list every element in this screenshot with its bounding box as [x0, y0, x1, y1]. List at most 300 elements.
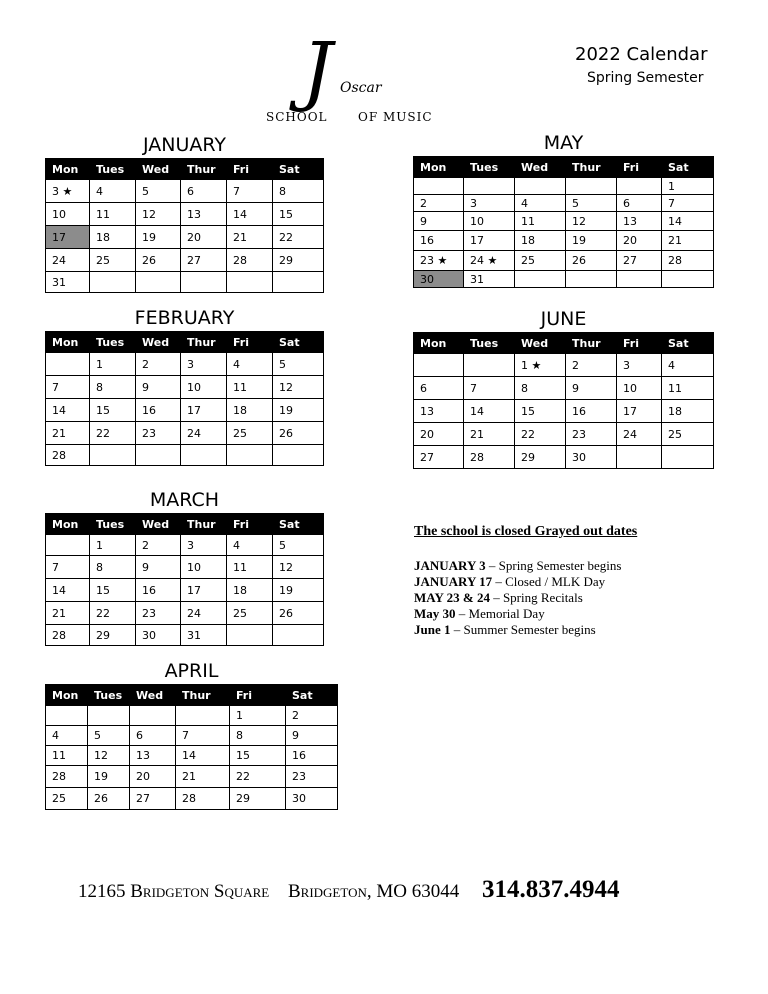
day-cell: 6	[181, 180, 227, 203]
day-cell: 5	[273, 353, 324, 376]
day-cell	[414, 354, 464, 377]
day-cell: 4	[227, 535, 273, 556]
day-cell: 15	[90, 399, 136, 422]
weekday-label: Tues	[90, 514, 136, 535]
day-cell: 3	[181, 353, 227, 376]
week-row	[46, 726, 338, 746]
day-cell: 22	[273, 226, 324, 249]
day-cell: 18	[227, 579, 273, 602]
week-row	[46, 556, 324, 579]
weekday-label: Thur	[176, 685, 230, 706]
month-name: MARCH	[149, 489, 220, 511]
note-date: May 30	[414, 606, 456, 621]
day-cell: 15	[273, 203, 324, 226]
day-cell: 21	[46, 422, 90, 445]
month-name: MAY	[543, 132, 584, 154]
day-cell	[88, 706, 130, 726]
day-cell: 7	[227, 180, 273, 203]
day-cell: 27	[130, 788, 176, 810]
day-cell: 18	[662, 400, 714, 423]
calendar-grid	[413, 332, 714, 469]
day-cell	[46, 706, 88, 726]
day-cell: 15	[515, 400, 566, 423]
day-cell: 5	[88, 726, 130, 746]
note-text: – Memorial Day	[455, 606, 545, 621]
day-cell: 2	[136, 353, 181, 376]
day-cell: 16	[566, 400, 617, 423]
day-cell: 12	[273, 376, 324, 399]
week-row	[46, 766, 338, 788]
day-cell: 23	[566, 423, 617, 446]
day-cell: 3	[181, 535, 227, 556]
day-cell: 14	[46, 579, 90, 602]
day-cell: 23 ★	[414, 251, 464, 271]
day-cell	[90, 445, 136, 466]
day-cell: 2	[566, 354, 617, 377]
weekday-label: Sat	[662, 157, 714, 178]
week-row	[46, 746, 338, 766]
weekday-label: Tues	[90, 332, 136, 353]
day-cell: 3	[464, 195, 515, 212]
footer-address: 12165 Bridgeton Square	[78, 881, 270, 902]
day-cell: 24 ★	[464, 251, 515, 271]
day-cell: 21	[464, 423, 515, 446]
day-cell: 21	[662, 231, 714, 251]
day-cell: 8	[515, 377, 566, 400]
day-cell: 3 ★	[46, 180, 90, 203]
day-cell: 11	[90, 203, 136, 226]
day-cell: 10	[617, 377, 662, 400]
day-cell: 25	[90, 249, 136, 272]
day-cell	[566, 271, 617, 288]
weekday-label: Wed	[130, 685, 176, 706]
day-cell: 25	[662, 423, 714, 446]
day-cell: 22	[515, 423, 566, 446]
footer-city: Bridgeton, MO 63044	[287, 881, 460, 902]
week-row	[46, 788, 338, 810]
weekday-label: Wed	[136, 159, 181, 180]
note-item	[414, 558, 637, 574]
calendar-grid	[413, 156, 714, 288]
day-cell: 28	[46, 625, 90, 646]
day-cell: 7	[46, 376, 90, 399]
weekday-label: Tues	[464, 333, 515, 354]
day-cell: 1	[230, 706, 286, 726]
weekday-label: Mon	[46, 514, 90, 535]
day-cell: 1	[90, 353, 136, 376]
weekday-label: Thur	[181, 159, 227, 180]
logo-music: OF MUSIC	[358, 110, 433, 124]
day-cell: 26	[136, 249, 181, 272]
weekday-header	[414, 157, 714, 178]
day-cell: 16	[286, 746, 338, 766]
day-cell: 6	[617, 195, 662, 212]
day-cell: 6	[130, 726, 176, 746]
day-cell: 15	[230, 746, 286, 766]
day-cell: 7	[46, 556, 90, 579]
month-june	[413, 308, 714, 469]
day-cell: 10	[46, 203, 90, 226]
day-cell	[617, 271, 662, 288]
day-cell: 9	[286, 726, 338, 746]
day-cell	[273, 445, 324, 466]
weekday-label: Tues	[90, 159, 136, 180]
note-date: June 1	[414, 622, 451, 637]
day-cell: 19	[88, 766, 130, 788]
day-cell: 27	[181, 249, 227, 272]
week-row	[414, 354, 714, 377]
day-cell	[414, 178, 464, 195]
day-cell: 18	[515, 231, 566, 251]
note-date: JANUARY 3	[414, 558, 486, 573]
day-cell	[515, 178, 566, 195]
day-cell: 10	[181, 556, 227, 579]
day-cell: 14	[46, 399, 90, 422]
day-cell: 1	[662, 178, 714, 195]
day-cell: 11	[662, 377, 714, 400]
day-cell: 26	[566, 251, 617, 271]
week-row	[414, 400, 714, 423]
day-cell: 18	[227, 399, 273, 422]
day-cell: 7	[464, 377, 515, 400]
day-cell: 14	[662, 212, 714, 231]
day-cell: 17	[617, 400, 662, 423]
day-cell: 8	[273, 180, 324, 203]
day-cell: 12	[273, 556, 324, 579]
day-cell: 17	[464, 231, 515, 251]
week-row	[46, 180, 324, 203]
week-row	[414, 271, 714, 288]
weekday-label: Sat	[273, 332, 324, 353]
day-cell: 9	[136, 376, 181, 399]
note-text: – Spring Semester begins	[485, 558, 622, 573]
note-text: – Spring Recitals	[489, 590, 583, 605]
month-name: JUNE	[540, 308, 587, 330]
day-cell	[176, 706, 230, 726]
closure-notes	[414, 524, 637, 638]
day-cell	[227, 445, 273, 466]
note-text: – Closed / MLK Day	[492, 574, 606, 589]
day-cell: 19	[566, 231, 617, 251]
month-may	[413, 132, 714, 288]
day-cell	[136, 445, 181, 466]
day-cell: 27	[414, 446, 464, 469]
note-item	[414, 590, 637, 606]
day-cell: 10	[181, 376, 227, 399]
note-item	[414, 574, 637, 590]
week-row	[414, 231, 714, 251]
week-row	[46, 422, 324, 445]
logo-oscar: Oscar	[340, 80, 382, 96]
day-cell	[90, 272, 136, 293]
day-cell: 20	[181, 226, 227, 249]
month-name: FEBRUARY	[134, 307, 235, 329]
day-cell: 1	[90, 535, 136, 556]
day-cell: 11	[227, 556, 273, 579]
month-february	[45, 307, 324, 466]
day-cell: 12	[136, 203, 181, 226]
week-row	[414, 377, 714, 400]
day-cell: 20	[130, 766, 176, 788]
day-cell: 5	[136, 180, 181, 203]
month-january	[45, 134, 324, 293]
day-cell: 15	[90, 579, 136, 602]
day-cell: 4	[46, 726, 88, 746]
week-row	[46, 376, 324, 399]
notes-list	[414, 558, 637, 638]
weekday-label: Mon	[46, 332, 90, 353]
note-date: JANUARY 17	[414, 574, 493, 589]
calendar-grid	[45, 158, 324, 293]
day-cell: 29	[273, 249, 324, 272]
logo-initial: J	[302, 25, 333, 114]
weekday-label: Fri	[227, 332, 273, 353]
weekday-label: Thur	[566, 157, 617, 178]
day-cell: 25	[515, 251, 566, 271]
day-cell: 28	[46, 445, 90, 466]
day-cell: 13	[181, 203, 227, 226]
footer	[78, 876, 619, 904]
day-cell: 10	[464, 212, 515, 231]
day-cell: 22	[90, 422, 136, 445]
month-name: JANUARY	[143, 134, 226, 156]
day-cell: 17	[181, 579, 227, 602]
weekday-header	[46, 159, 324, 180]
weekday-label: Sat	[273, 514, 324, 535]
calendar-grid	[45, 331, 324, 466]
month-march	[45, 489, 324, 646]
day-cell: 4	[90, 180, 136, 203]
day-cell: 21	[227, 226, 273, 249]
weekday-label: Mon	[414, 157, 464, 178]
day-cell	[181, 445, 227, 466]
day-cell	[46, 535, 90, 556]
day-cell: 28	[662, 251, 714, 271]
day-cell	[130, 706, 176, 726]
day-cell: 31	[181, 625, 227, 646]
day-cell: 19	[136, 226, 181, 249]
day-cell: 11	[515, 212, 566, 231]
day-cell: 23	[136, 422, 181, 445]
day-cell: 29	[90, 625, 136, 646]
day-cell: 30	[136, 625, 181, 646]
day-cell: 30	[286, 788, 338, 810]
weekday-label: Wed	[515, 157, 566, 178]
week-row	[46, 353, 324, 376]
weekday-label: Wed	[515, 333, 566, 354]
footer-phone: 314.837.4944	[481, 876, 620, 903]
day-cell	[136, 272, 181, 293]
day-cell	[515, 271, 566, 288]
day-cell	[227, 272, 273, 293]
day-cell: 24	[617, 423, 662, 446]
day-cell: 9	[136, 556, 181, 579]
day-cell: 7	[176, 726, 230, 746]
day-cell: 3	[617, 354, 662, 377]
day-cell: 31	[464, 271, 515, 288]
weekday-label: Mon	[46, 159, 90, 180]
day-cell: 26	[273, 602, 324, 625]
day-cell: 16	[414, 231, 464, 251]
month-name: APRIL	[164, 660, 219, 682]
day-cell: 26	[273, 422, 324, 445]
day-cell: 2	[136, 535, 181, 556]
note-item	[414, 606, 637, 622]
weekday-header	[46, 332, 324, 353]
day-cell: 28	[176, 788, 230, 810]
day-cell: 21	[176, 766, 230, 788]
day-cell: 26	[88, 788, 130, 810]
day-cell: 30	[414, 271, 464, 288]
day-cell	[227, 625, 273, 646]
weekday-label: Fri	[227, 159, 273, 180]
weekday-label: Fri	[230, 685, 286, 706]
day-cell: 28	[46, 766, 88, 788]
week-row	[414, 212, 714, 231]
day-cell: 20	[617, 231, 662, 251]
day-cell: 13	[617, 212, 662, 231]
day-cell	[46, 353, 90, 376]
day-cell: 4	[227, 353, 273, 376]
day-cell: 5	[273, 535, 324, 556]
weekday-label: Mon	[414, 333, 464, 354]
weekday-header	[46, 514, 324, 535]
day-cell: 7	[662, 195, 714, 212]
day-cell: 9	[414, 212, 464, 231]
calendar-grid	[45, 513, 324, 646]
calendar-subtitle: Spring Semester	[587, 70, 704, 86]
weekday-label: Fri	[617, 157, 662, 178]
day-cell: 28	[464, 446, 515, 469]
weekday-label: Thur	[566, 333, 617, 354]
day-cell: 5	[566, 195, 617, 212]
day-cell: 12	[566, 212, 617, 231]
day-cell	[464, 178, 515, 195]
week-row	[46, 706, 338, 726]
week-row	[414, 446, 714, 469]
day-cell: 6	[414, 377, 464, 400]
note-item	[414, 622, 637, 638]
note-text: – Summer Semester begins	[450, 622, 596, 637]
day-cell	[273, 625, 324, 646]
logo-school: SCHOOL	[266, 110, 328, 124]
week-row	[46, 602, 324, 625]
day-cell: 16	[136, 399, 181, 422]
weekday-label: Wed	[136, 332, 181, 353]
day-cell: 20	[414, 423, 464, 446]
day-cell: 17	[46, 226, 90, 249]
week-row	[414, 423, 714, 446]
week-row	[46, 535, 324, 556]
weekday-header	[46, 685, 338, 706]
notes-title: The school is closed Grayed out dates	[414, 524, 638, 539]
month-april	[45, 660, 338, 810]
day-cell: 25	[46, 788, 88, 810]
day-cell	[273, 272, 324, 293]
day-cell: 14	[176, 746, 230, 766]
day-cell: 13	[414, 400, 464, 423]
week-row	[414, 251, 714, 271]
weekday-label: Fri	[617, 333, 662, 354]
day-cell: 31	[46, 272, 90, 293]
day-cell: 27	[617, 251, 662, 271]
week-row	[414, 195, 714, 212]
day-cell: 16	[136, 579, 181, 602]
day-cell: 11	[46, 746, 88, 766]
day-cell: 24	[46, 249, 90, 272]
day-cell	[617, 446, 662, 469]
day-cell: 29	[515, 446, 566, 469]
calendar-grid	[45, 684, 338, 810]
note-date: MAY 23 & 24	[414, 590, 490, 605]
weekday-label: Tues	[464, 157, 515, 178]
week-row	[46, 625, 324, 646]
day-cell: 11	[227, 376, 273, 399]
day-cell: 24	[181, 422, 227, 445]
school-logo	[262, 25, 442, 128]
day-cell: 14	[464, 400, 515, 423]
day-cell: 18	[90, 226, 136, 249]
day-cell: 25	[227, 602, 273, 625]
day-cell: 28	[227, 249, 273, 272]
day-cell: 13	[130, 746, 176, 766]
day-cell	[662, 271, 714, 288]
day-cell: 9	[566, 377, 617, 400]
weekday-label: Wed	[136, 514, 181, 535]
day-cell	[617, 178, 662, 195]
week-row	[46, 272, 324, 293]
weekday-label: Sat	[286, 685, 338, 706]
day-cell: 4	[662, 354, 714, 377]
weekday-header	[414, 333, 714, 354]
day-cell: 23	[136, 602, 181, 625]
day-cell: 17	[181, 399, 227, 422]
weekday-label: Thur	[181, 514, 227, 535]
day-cell: 2	[286, 706, 338, 726]
day-cell: 4	[515, 195, 566, 212]
day-cell: 24	[181, 602, 227, 625]
week-row	[46, 399, 324, 422]
day-cell: 19	[273, 579, 324, 602]
day-cell: 19	[273, 399, 324, 422]
day-cell: 12	[88, 746, 130, 766]
day-cell	[464, 354, 515, 377]
week-row	[46, 445, 324, 466]
weekday-label: Mon	[46, 685, 88, 706]
weekday-label: Fri	[227, 514, 273, 535]
day-cell: 1 ★	[515, 354, 566, 377]
day-cell: 23	[286, 766, 338, 788]
day-cell: 25	[227, 422, 273, 445]
weekday-label: Thur	[181, 332, 227, 353]
day-cell: 2	[414, 195, 464, 212]
weekday-label: Sat	[662, 333, 714, 354]
day-cell: 22	[230, 766, 286, 788]
week-row	[46, 226, 324, 249]
weekday-label: Tues	[88, 685, 130, 706]
day-cell: 8	[90, 556, 136, 579]
day-cell: 8	[230, 726, 286, 746]
week-row	[46, 579, 324, 602]
day-cell: 30	[566, 446, 617, 469]
day-cell: 21	[46, 602, 90, 625]
week-row	[46, 249, 324, 272]
day-cell: 14	[227, 203, 273, 226]
week-row	[414, 178, 714, 195]
calendar-title: 2022 Calendar	[575, 44, 708, 65]
weekday-label: Sat	[273, 159, 324, 180]
day-cell	[181, 272, 227, 293]
